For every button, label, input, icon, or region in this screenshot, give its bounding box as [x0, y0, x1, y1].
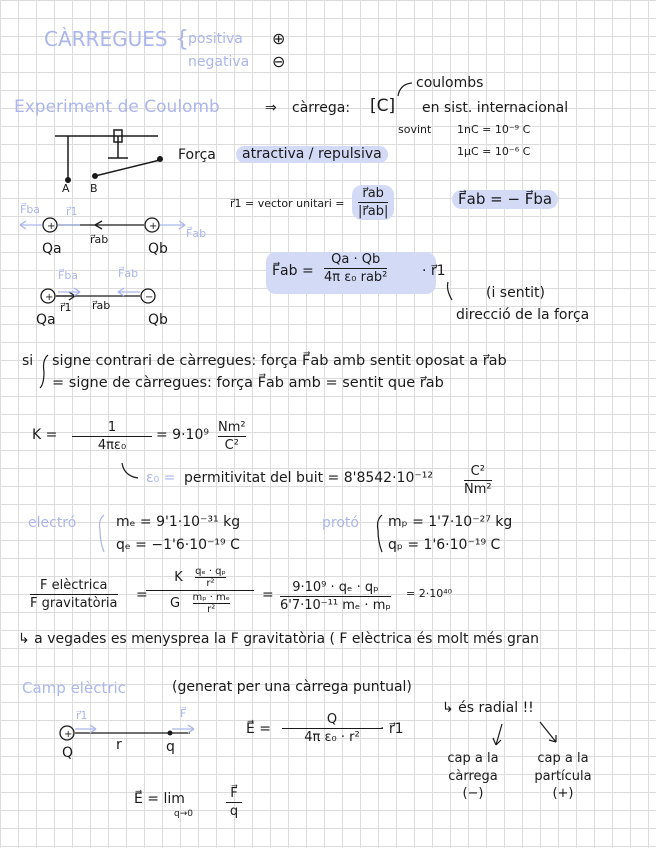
toward-charge-note: cap a la càrrega (−): [447, 751, 499, 802]
proton-label: protó: [322, 515, 359, 531]
often-note: sovint: [398, 123, 432, 136]
arrow-right-icon: ⇒: [265, 100, 277, 116]
coulomb-law-tail: · r⃗1: [422, 263, 446, 279]
si-context: en sist. internacional: [422, 100, 569, 116]
ratio-values: 9·10⁹ · qₑ · qₚ 6'7·10⁻¹¹ mₑ · mₚ: [280, 580, 391, 613]
eps-symbol: ε₀ =: [146, 470, 176, 486]
sphere-b-label: B: [90, 182, 98, 195]
field-r1: r⃗1: [76, 709, 88, 722]
coulomb-title: Experiment de Coulomb: [14, 97, 220, 117]
coulomb-law-lhs: F⃗ab =: [272, 263, 314, 279]
d2-rab: r⃗ab: [92, 299, 111, 312]
d2-fba: F⃗ba: [58, 269, 79, 282]
permittivity-text: permitivitat del buit = 8'8542·10⁻¹²: [184, 470, 433, 486]
field-e-fraction: Q 4π ε₀ · r²: [282, 712, 382, 745]
field-q-test: q: [166, 739, 175, 755]
limit-fraction: F⃗ q: [226, 786, 242, 819]
proton-mass: mₚ = 1'7·10⁻²⁷ kg: [388, 514, 513, 530]
k-unit: Nm² C²: [218, 420, 246, 453]
radial-note: ↳ és radial !!: [442, 700, 534, 716]
field-e-tail: · r⃗1: [380, 721, 404, 737]
electron-charge: qₑ = −1'6·10⁻¹⁹ C: [116, 537, 240, 553]
permittivity-unit: C² Nm²: [464, 464, 492, 497]
same-sign-rule: = signe de càrregues: força F⃗ab amb = sentit que r⃗ab: [52, 375, 444, 391]
ratio-result: = 2·10⁴⁰: [406, 587, 453, 600]
negative-icon: ⊖: [272, 52, 286, 71]
nano-coulomb: 1nC = 10⁻⁹ C: [457, 123, 531, 136]
proton-charge: qₚ = 1'6·10⁻¹⁹ C: [388, 537, 501, 553]
d2-qb: Qb: [148, 312, 168, 328]
charge-unit: [C]: [370, 96, 396, 116]
micro-coulomb: 1μC = 10⁻⁶ C: [457, 145, 531, 158]
brace: {: [175, 27, 189, 52]
svg-text:+: +: [47, 221, 56, 232]
ratio-lhs: F elèctrica F gravitatòria: [30, 578, 118, 611]
limit-lhs: E⃗ = lim: [134, 791, 185, 807]
svg-text:+: +: [149, 221, 158, 232]
unit-vector-label: r⃗1 = vector unitari =: [230, 197, 345, 210]
coulomb-apparatus-drawing: [55, 130, 160, 178]
k-fraction: 1 4πε₀: [72, 420, 152, 453]
svg-text:+: +: [64, 729, 73, 740]
electron-mass: mₑ = 9'1·10⁻³¹ kg: [116, 514, 241, 530]
attractive-repulsive: atractiva / repulsiva: [236, 146, 388, 163]
d1-r1: r⃗1: [66, 205, 78, 218]
electron-label: electró: [28, 515, 77, 531]
equals-2: =: [262, 587, 274, 603]
field-e-lhs: E⃗ =: [246, 721, 272, 737]
positive-label: positiva: [188, 31, 243, 47]
coulomb-law-fraction: Qa · Qb 4π ε₀ rab²: [324, 252, 388, 285]
k-lhs: K =: [32, 427, 58, 443]
field-r: r: [116, 737, 122, 753]
negative-label: negativa: [188, 54, 250, 70]
gravity-note: ↳ a vegades es menysprea la F gravitatòria ( F elèctrica és molt més gran: [18, 631, 540, 647]
newton-third-law: F⃗ab = − F⃗ba: [452, 190, 558, 209]
ratio-middle: K $\frac{\text{qₑ · qₚ}}{\text{r²}}$ G $\frac{\text{mₚ · mₑ}}{\text{r²}}$: [146, 566, 254, 615]
svg-text:+: +: [45, 292, 54, 303]
limit-sub: q→0: [174, 809, 193, 819]
k-value: = 9·10⁹: [156, 427, 209, 443]
toward-particle-note: cap a la partícula (+): [534, 751, 592, 802]
d1-fba: F⃗ba: [20, 203, 41, 216]
charges-title: CÀRREGUES: [44, 27, 168, 51]
positive-icon: ⊕: [272, 29, 286, 48]
charge-label: càrrega:: [292, 100, 351, 116]
d1-rab: r⃗ab: [90, 233, 109, 246]
sphere-a-label: A: [62, 182, 70, 195]
force-label: Força: [178, 147, 216, 163]
field-q-source: Q: [62, 745, 74, 761]
d2-r1: r⃗1: [60, 301, 72, 314]
equals: =: [136, 587, 148, 603]
si-label: si: [22, 353, 34, 369]
d1-qb: Qb: [148, 241, 168, 257]
d1-fab: F⃗ab: [186, 227, 207, 240]
field-title: Camp elèctric: [22, 679, 126, 697]
direction-note: direcció de la força: [456, 307, 590, 323]
field-f: F⃗: [180, 707, 187, 720]
field-subtitle: (generat per una càrrega puntual): [172, 679, 412, 695]
d2-fab: F⃗ab: [118, 267, 139, 280]
opposite-sign-rule: signe contrari de càrregues: força F⃗ab amb sentit oposat a r⃗ab: [52, 353, 507, 369]
d2-qa: Qa: [36, 312, 56, 328]
unit-vector-fraction: r⃗ab |r⃗ab|: [352, 185, 394, 220]
coulombs-note: coulombs: [416, 75, 484, 91]
svg-text:−: −: [145, 292, 154, 303]
d1-qa: Qa: [42, 241, 62, 257]
sense-note: (i sentit): [486, 285, 545, 301]
